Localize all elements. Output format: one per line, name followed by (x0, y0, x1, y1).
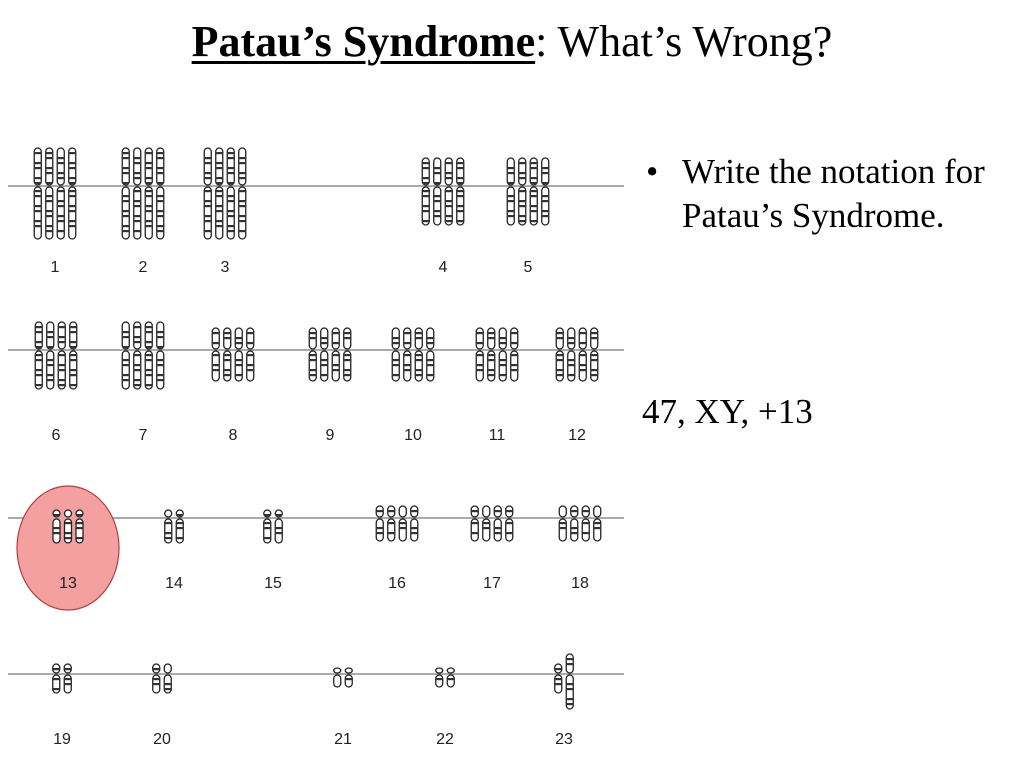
chromosome-group-19 (53, 664, 72, 693)
chromosome-group-9 (309, 328, 351, 381)
chromosome-label-18: 18 (571, 575, 589, 592)
chromosome-label-9: 9 (325, 427, 335, 444)
chromosome-group-21 (334, 668, 353, 687)
chromosome-group-6 (35, 322, 77, 389)
chromosome-label-1: 1 (50, 259, 60, 276)
chromosome-group-3 (204, 148, 246, 239)
chromosome-label-13: 13 (59, 575, 77, 592)
chromosome-label-22: 22 (436, 731, 454, 748)
chromosome-label-2: 2 (138, 259, 148, 276)
chromosome-label-15: 15 (264, 575, 282, 592)
chromosome-group-23 (555, 654, 574, 709)
bullet-symbol: • (646, 152, 659, 191)
chromosome-group-13 (53, 510, 83, 543)
chromosome-label-17: 17 (483, 575, 501, 592)
karyotype-figure (0, 118, 632, 768)
chromosome-label-6: 6 (51, 427, 61, 444)
chromosome-group-22 (436, 668, 455, 687)
chromosome-group-4 (422, 158, 464, 225)
chromosome-group-20 (153, 664, 172, 693)
answer-notation: 47, XY, +13 (642, 392, 813, 431)
bullet-text: Write the notation for Patau’s Syndrome. (682, 152, 985, 235)
chromosome-label-4: 4 (438, 259, 448, 276)
chromosome-label-12: 12 (568, 427, 586, 444)
chromosome-group-12 (556, 328, 598, 381)
chromosome-group-5 (507, 158, 549, 225)
chromosome-group-8 (212, 328, 254, 381)
chromosome-group-2 (122, 148, 164, 239)
chromosome-group-17 (471, 506, 513, 541)
chromosome-group-14 (165, 510, 184, 543)
chromosome-label-8: 8 (228, 427, 238, 444)
slide-title (0, 14, 1024, 70)
chromosome-label-7: 7 (138, 427, 148, 444)
chromosome-label-14: 14 (165, 575, 183, 592)
chromosome-label-23: 23 (555, 731, 573, 748)
chromosome-group-10 (392, 328, 434, 381)
chromosome-group-15 (264, 510, 283, 543)
chromosome-label-11: 11 (488, 427, 506, 444)
chromosome-group-16 (376, 506, 418, 541)
chromosome-label-21: 21 (334, 731, 352, 748)
chromosome-group-18 (559, 506, 601, 541)
slide-title-rest: : What’s Wrong? (535, 17, 833, 66)
chromosome-label-16: 16 (388, 575, 406, 592)
chromosome-group-1 (34, 148, 76, 239)
chromosome-label-10: 10 (404, 427, 422, 444)
chromosome-group-7 (122, 322, 164, 389)
chromosome-label-19: 19 (53, 731, 71, 748)
chromosome-group-11 (476, 328, 518, 381)
slide-title-bold: Patau’s Syndrome (191, 17, 536, 66)
chromosome-label-3: 3 (220, 259, 230, 276)
chromosome-label-5: 5 (523, 259, 533, 276)
chromosome-label-20: 20 (153, 731, 171, 748)
